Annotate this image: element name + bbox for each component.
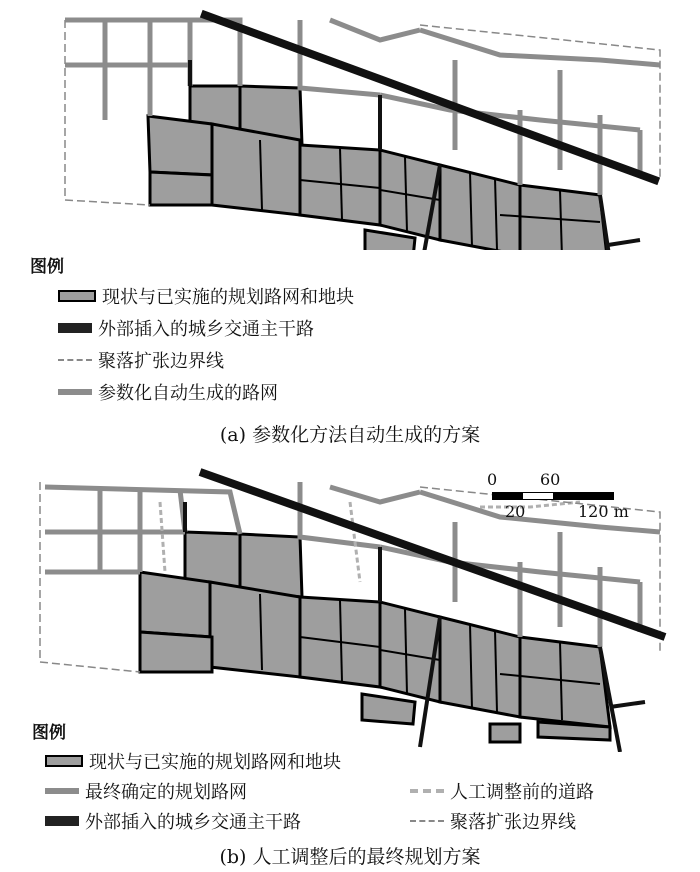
map-panel-a — [0, 0, 700, 250]
block-existing — [440, 165, 520, 250]
existing-network-swatch — [58, 290, 96, 302]
legend-item-existing-b — [45, 748, 341, 774]
legend-label: 现状与已实施的规划路网和地块 — [89, 752, 341, 773]
arterial-road-swatch — [58, 323, 92, 333]
legend-title-b: 图例 — [32, 723, 66, 743]
arterial-road-swatch — [45, 816, 79, 826]
scale-label-120: 120 m — [578, 502, 629, 521]
legend-item-pre-adjust-b — [410, 778, 594, 804]
block-existing — [490, 724, 520, 742]
legend-item-existing-a — [58, 283, 354, 309]
legend-item-boundary-b — [410, 808, 576, 834]
block-existing — [148, 116, 215, 175]
dashed-boundary-swatch — [410, 820, 444, 822]
block-existing — [520, 637, 610, 727]
dashed-boundary-swatch — [58, 359, 92, 361]
existing-network-swatch — [45, 755, 83, 767]
legend-item-boundary-a — [58, 347, 224, 373]
block-existing — [212, 124, 300, 215]
legend-label: 外部插入的城乡交通主干路 — [98, 319, 314, 340]
scale-label-60: 60 — [540, 470, 561, 489]
block-existing — [362, 694, 415, 724]
pre-adjustment-road-swatch — [410, 789, 444, 793]
generated-road-swatch — [58, 389, 92, 395]
scale-label-0: 0 — [487, 470, 498, 489]
legend-label: 外部插入的城乡交通主干路 — [85, 812, 301, 833]
legend-label: 聚落扩张边界线 — [450, 812, 576, 833]
final-road-swatch — [45, 788, 79, 794]
legend-item-arterial-a — [58, 315, 314, 341]
caption-b: (b) 人工调整后的最终规划方案 — [219, 846, 481, 868]
legend-label: 参数化自动生成的路网 — [98, 383, 278, 404]
caption-a: (a) 参数化方法自动生成的方案 — [219, 424, 481, 446]
block-existing — [140, 572, 212, 637]
legend-item-generated-a — [58, 379, 278, 405]
legend-item-arterial-b — [45, 808, 301, 834]
block-existing — [210, 582, 300, 677]
legend-label: 最终确定的规划路网 — [85, 782, 247, 803]
block-existing — [150, 172, 212, 205]
legend-label: 人工调整前的道路 — [450, 782, 594, 803]
legend-label: 现状与已实施的规划路网和地块 — [102, 287, 354, 308]
legend-label: 聚落扩张边界线 — [98, 351, 224, 372]
scale-bar — [492, 492, 614, 500]
scale-label-20: 20 — [505, 502, 526, 521]
block-existing — [440, 617, 520, 717]
legend-title-a: 图例 — [30, 257, 64, 277]
block-existing — [140, 632, 212, 672]
legend-item-final-b — [45, 778, 247, 804]
